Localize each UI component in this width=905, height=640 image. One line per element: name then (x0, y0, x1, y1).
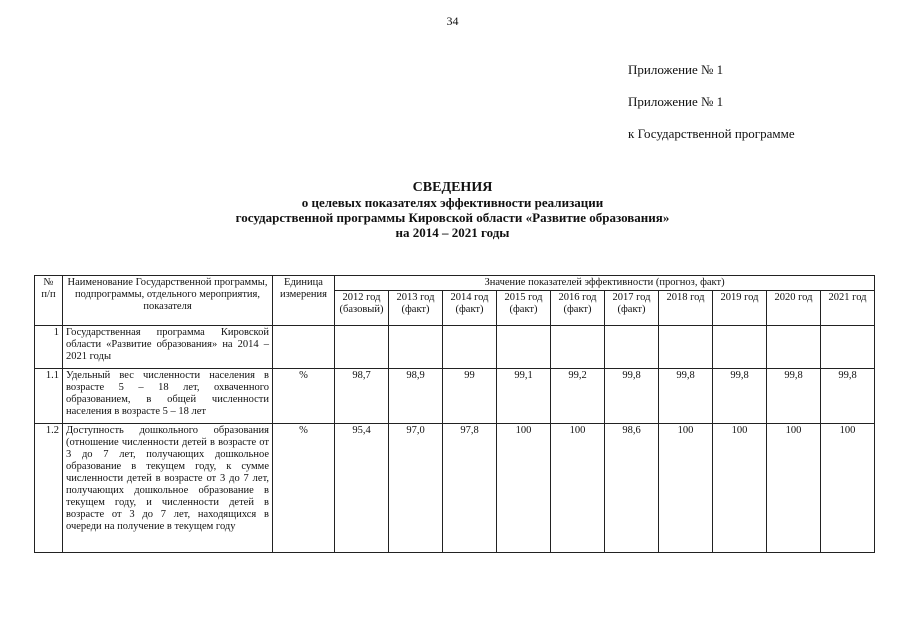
row-value: 99,8 (713, 369, 767, 424)
row-unit: % (273, 424, 335, 553)
indicators-table (34, 275, 875, 553)
row-value (497, 326, 551, 369)
row-value (821, 326, 875, 369)
table-row (35, 326, 875, 369)
row-value: 100 (659, 424, 713, 553)
row-value: 100 (497, 424, 551, 553)
appendix-label-1: Приложение № 1 (628, 62, 724, 77)
row-num: 1.1 (35, 369, 63, 424)
row-value: 99,8 (659, 369, 713, 424)
row-value: 98,7 (335, 369, 389, 424)
row-value: 99,8 (767, 369, 821, 424)
title-line-4: на 2014 – 2021 годы (395, 225, 510, 240)
row-value: 98,9 (389, 369, 443, 424)
header-year: 2021 год (821, 291, 875, 326)
row-num: 1 (35, 326, 63, 369)
row-name: Государственная программа Кировской области «Развитие образования» на 2014 – 2021 годы (63, 326, 273, 369)
header-year: 2020 год (767, 291, 821, 326)
row-value (659, 326, 713, 369)
row-value: 99,8 (821, 369, 875, 424)
page-number: 34 (446, 14, 459, 28)
row-value: 100 (767, 424, 821, 553)
header-year: 2015 год (факт) (497, 291, 551, 326)
appendix-label-2: Приложение № 1 (628, 94, 724, 109)
title-line-3: государственной программы Кировской области «Развитие образования» (235, 210, 670, 225)
header-year: 2014 год (факт) (443, 291, 497, 326)
row-value: 95,4 (335, 424, 389, 553)
row-value (335, 326, 389, 369)
title-line-1: СВЕДЕНИЯ (412, 180, 493, 195)
row-value (443, 326, 497, 369)
row-value (605, 326, 659, 369)
row-value (551, 326, 605, 369)
appendix-label-3: к Государственной программе (628, 126, 795, 141)
header-year: 2016 год (факт) (551, 291, 605, 326)
row-name: Доступность дошкольного образования (отношение численности детей в возрасте от 3 до 7 лет, получающих дошкольное образование в текущем году, к сумме численности детей в возрасте от 3 до 7 лет, получающих дошкольное образование в текущем году, и численности детей в возрасте от 3 до 7 лет, находящихся в очереди на получение в текущем году (63, 424, 273, 553)
header-year: 2012 год (базовый) (335, 291, 389, 326)
table-row (35, 424, 875, 553)
row-value: 99,8 (605, 369, 659, 424)
header-name: Наименование Государственной программы, подпрограммы, отдельного мероприятия, показателя (63, 276, 273, 326)
table-row (35, 369, 875, 424)
header-unit: Единица измерения (273, 276, 335, 326)
row-value (767, 326, 821, 369)
header-year: 2019 год (713, 291, 767, 326)
row-unit: % (273, 369, 335, 424)
header-num: № п/п (35, 276, 63, 326)
row-value: 98,6 (605, 424, 659, 553)
row-value: 100 (713, 424, 767, 553)
row-value: 100 (551, 424, 605, 553)
row-value (713, 326, 767, 369)
header-values: Значение показателей эффективности (прогноз, факт) (335, 276, 875, 291)
document-title (0, 180, 905, 240)
row-value: 100 (821, 424, 875, 553)
header-year: 2017 год (факт) (605, 291, 659, 326)
row-unit (273, 326, 335, 369)
row-value: 99,2 (551, 369, 605, 424)
row-value (389, 326, 443, 369)
row-value: 97,0 (389, 424, 443, 553)
row-num: 1.2 (35, 424, 63, 553)
title-line-2: о целевых показателях эффективности реализации (301, 195, 604, 210)
row-value: 97,8 (443, 424, 497, 553)
row-name: Удельный вес численности населения в возрасте 5 – 18 лет, охваченного образованием, в общей численности населения в возрасте 5 – 18 лет (63, 369, 273, 424)
row-value: 99,1 (497, 369, 551, 424)
row-value: 99 (443, 369, 497, 424)
header-row (35, 276, 875, 291)
header-year: 2013 год (факт) (389, 291, 443, 326)
header-year: 2018 год (659, 291, 713, 326)
